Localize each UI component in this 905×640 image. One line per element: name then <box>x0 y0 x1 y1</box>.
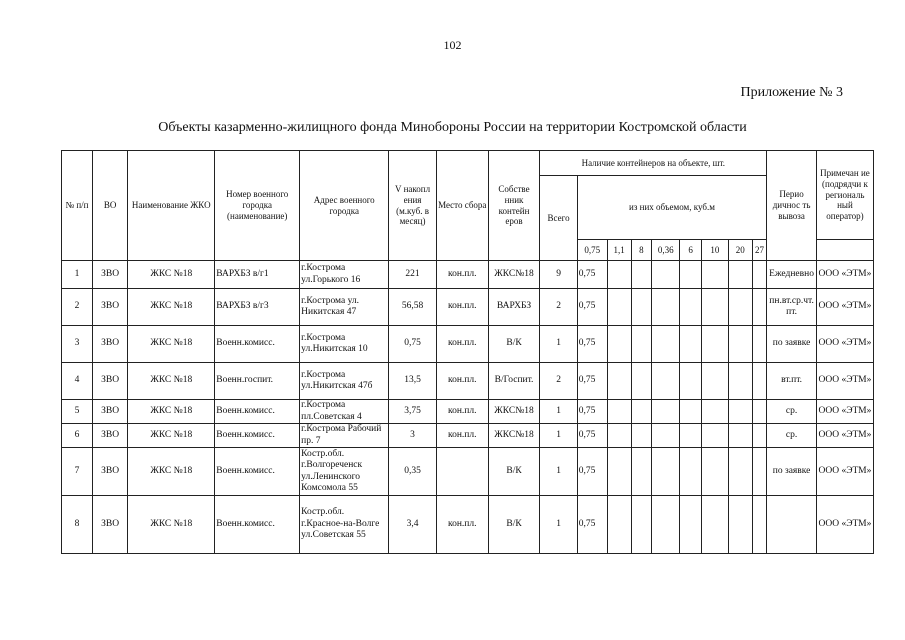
header-note-continued <box>816 240 873 261</box>
cell-place: кон.пл. <box>436 261 488 289</box>
cell-gorodok: ВАРХБЗ в/г1 <box>215 261 300 289</box>
cell-note: ООО «ЭТМ» <box>816 261 873 289</box>
cell-vol-empty <box>701 363 728 400</box>
cell-total: 1 <box>540 448 577 496</box>
cell-vo: ЗВО <box>93 496 128 554</box>
header-vol-6: 20 <box>728 240 752 261</box>
cell-vo: ЗВО <box>93 448 128 496</box>
cell-vol-empty <box>701 326 728 363</box>
cell-zhko: ЖКС №18 <box>128 400 215 424</box>
cell-vol-empty <box>607 289 631 326</box>
cell-num: 5 <box>62 400 93 424</box>
header-vol-5: 10 <box>701 240 728 261</box>
table-row <box>62 261 874 289</box>
cell-vol-empty <box>652 400 680 424</box>
cell-volume: 56,58 <box>389 289 437 326</box>
cell-vol-empty <box>701 400 728 424</box>
cell-vol-empty <box>752 363 767 400</box>
cell-vo: ЗВО <box>93 363 128 400</box>
header-period: Перио дичнос ть вывоза <box>767 151 817 261</box>
cell-note: ООО «ЭТМ» <box>816 289 873 326</box>
cell-vol-empty <box>631 261 652 289</box>
cell-vol-empty <box>701 496 728 554</box>
cell-period <box>767 496 817 554</box>
cell-volume: 221 <box>389 261 437 289</box>
cell-vol-empty <box>652 424 680 448</box>
cell-gorodok: Военн.комисс. <box>215 400 300 424</box>
cell-num: 8 <box>62 496 93 554</box>
cell-vol-empty <box>652 261 680 289</box>
cell-note: ООО «ЭТМ» <box>816 400 873 424</box>
cell-total: 9 <box>540 261 577 289</box>
cell-period: по заявке <box>767 448 817 496</box>
cell-vo: ЗВО <box>93 326 128 363</box>
cell-vol-empty <box>607 363 631 400</box>
cell-vol-empty <box>652 289 680 326</box>
header-total: Всего <box>540 176 577 261</box>
table-row <box>62 363 874 400</box>
header-vol-2: 8 <box>631 240 652 261</box>
cell-vol-empty <box>631 448 652 496</box>
cell-period: пн.вт.ср.чт.пт. <box>767 289 817 326</box>
cell-vol-empty <box>631 496 652 554</box>
cell-address: г.Кострома Рабочий пр. 7 <box>300 424 389 448</box>
cell-vol-empty <box>680 400 702 424</box>
cell-vol-empty <box>728 496 752 554</box>
cell-vo: ЗВО <box>93 261 128 289</box>
cell-num: 3 <box>62 326 93 363</box>
cell-place: кон.пл. <box>436 289 488 326</box>
cell-volume: 0,75 <box>389 326 437 363</box>
cell-period: по заявке <box>767 326 817 363</box>
header-volume: V накопл ения (м.куб. в месяц) <box>389 151 437 261</box>
cell-place <box>436 448 488 496</box>
cell-volume: 3 <box>389 424 437 448</box>
table-row <box>62 289 874 326</box>
cell-owner: ЖКС№18 <box>488 424 540 448</box>
cell-address: г.Кострома ул.Никитская 47б <box>300 363 389 400</box>
cell-place: кон.пл. <box>436 496 488 554</box>
appendix-label: Приложение № 3 <box>740 85 843 100</box>
cell-vol-empty <box>752 326 767 363</box>
cell-vol-empty <box>680 363 702 400</box>
objects-table <box>61 150 874 554</box>
header-owner: Собстве нник контейн еров <box>488 151 540 261</box>
page-number: 102 <box>443 38 462 52</box>
cell-num: 7 <box>62 448 93 496</box>
cell-vol-075: 0,75 <box>577 363 607 400</box>
cell-total: 1 <box>540 496 577 554</box>
cell-vol-empty <box>680 261 702 289</box>
header-vol-3: 0,36 <box>652 240 680 261</box>
cell-vol-empty <box>680 289 702 326</box>
cell-vol-empty <box>701 261 728 289</box>
header-place: Место сбора <box>436 151 488 261</box>
table-row <box>62 496 874 554</box>
cell-owner: ЖКС№18 <box>488 261 540 289</box>
header-zhko: Наименование ЖКО <box>128 151 215 261</box>
cell-vol-empty <box>752 289 767 326</box>
header-num: № п/п <box>62 151 93 261</box>
cell-vol-empty <box>607 261 631 289</box>
cell-zhko: ЖКС №18 <box>128 261 215 289</box>
cell-vol-empty <box>728 400 752 424</box>
cell-vol-empty <box>607 400 631 424</box>
cell-note: ООО «ЭТМ» <box>816 424 873 448</box>
cell-total: 2 <box>540 289 577 326</box>
cell-vol-empty <box>701 424 728 448</box>
cell-vol-empty <box>752 496 767 554</box>
cell-note: ООО «ЭТМ» <box>816 448 873 496</box>
cell-vol-empty <box>652 326 680 363</box>
cell-vol-empty <box>752 448 767 496</box>
cell-gorodok: Военн.комисс. <box>215 448 300 496</box>
cell-period: вт.пт. <box>767 363 817 400</box>
cell-vol-empty <box>680 496 702 554</box>
cell-total: 1 <box>540 326 577 363</box>
cell-vol-empty <box>631 326 652 363</box>
cell-vol-empty <box>752 261 767 289</box>
cell-note: ООО «ЭТМ» <box>816 326 873 363</box>
cell-total: 1 <box>540 424 577 448</box>
header-containers: Наличие контейнеров на объекте, шт. <box>540 151 767 176</box>
table-row <box>62 424 874 448</box>
cell-address: Костр.обл. г.Красное-на-Волге ул.Советская 55 <box>300 496 389 554</box>
cell-zhko: ЖКС №18 <box>128 424 215 448</box>
cell-owner: В/К <box>488 496 540 554</box>
header-note: Примечан ие (подрядчи к региональ ный оператор) <box>816 151 873 240</box>
header-gorodok: Номер военного городка (наименование) <box>215 151 300 261</box>
cell-address: г.Кострома пл.Советская 4 <box>300 400 389 424</box>
header-address: Адрес военного городка <box>300 151 389 261</box>
cell-gorodok: Военн.госпит. <box>215 363 300 400</box>
cell-vol-empty <box>680 424 702 448</box>
cell-period: ср. <box>767 400 817 424</box>
cell-vol-075: 0,75 <box>577 326 607 363</box>
cell-num: 6 <box>62 424 93 448</box>
cell-gorodok: ВАРХБЗ в/г3 <box>215 289 300 326</box>
cell-num: 2 <box>62 289 93 326</box>
header-vol-1: 1,1 <box>607 240 631 261</box>
header-vol-4: 6 <box>680 240 702 261</box>
cell-vol-empty <box>631 363 652 400</box>
cell-address: г.Кострома ул.Никитская 10 <box>300 326 389 363</box>
cell-note: ООО «ЭТМ» <box>816 363 873 400</box>
cell-vo: ЗВО <box>93 424 128 448</box>
cell-volume: 0,35 <box>389 448 437 496</box>
cell-place: кон.пл. <box>436 400 488 424</box>
cell-gorodok: Военн.комисс. <box>215 496 300 554</box>
cell-vol-empty <box>728 363 752 400</box>
cell-vol-empty <box>607 448 631 496</box>
cell-vol-empty <box>680 326 702 363</box>
cell-zhko: ЖКС №18 <box>128 363 215 400</box>
cell-period: ср. <box>767 424 817 448</box>
cell-vol-empty <box>728 424 752 448</box>
header-vol-7: 27 <box>752 240 767 261</box>
cell-vol-empty <box>752 400 767 424</box>
cell-vol-empty <box>752 424 767 448</box>
header-vo: ВО <box>93 151 128 261</box>
cell-vol-075: 0,75 <box>577 448 607 496</box>
document-title: Объекты казарменно-жилищного фонда Минобороны России на территории Костромской области <box>158 120 747 135</box>
cell-owner: В/К <box>488 448 540 496</box>
cell-volume: 3,4 <box>389 496 437 554</box>
cell-owner: ВАРХБЗ <box>488 289 540 326</box>
cell-vol-075: 0,75 <box>577 261 607 289</box>
cell-vol-empty <box>607 424 631 448</box>
cell-zhko: ЖКС №18 <box>128 289 215 326</box>
cell-address: г.Кострома ул.Горького 16 <box>300 261 389 289</box>
cell-owner: В/Госпит. <box>488 363 540 400</box>
cell-period: Ежедневно <box>767 261 817 289</box>
cell-owner: В/К <box>488 326 540 363</box>
cell-place: кон.пл. <box>436 363 488 400</box>
cell-place: кон.пл. <box>436 326 488 363</box>
cell-vol-empty <box>701 289 728 326</box>
cell-zhko: ЖКС №18 <box>128 448 215 496</box>
cell-vol-empty <box>652 496 680 554</box>
cell-address: Костр.обл. г.Волгореченск ул.Ленинского Комсомола 55 <box>300 448 389 496</box>
cell-vol-empty <box>631 400 652 424</box>
cell-address: г.Кострома ул. Никитская 47 <box>300 289 389 326</box>
cell-vol-075: 0,75 <box>577 400 607 424</box>
cell-zhko: ЖКС №18 <box>128 496 215 554</box>
cell-vol-empty <box>728 326 752 363</box>
cell-vol-075: 0,75 <box>577 496 607 554</box>
cell-zhko: ЖКС №18 <box>128 326 215 363</box>
cell-vol-empty <box>728 261 752 289</box>
cell-total: 1 <box>540 400 577 424</box>
cell-vol-empty <box>631 289 652 326</box>
cell-note: ООО «ЭТМ» <box>816 496 873 554</box>
cell-vol-empty <box>728 448 752 496</box>
table-row <box>62 448 874 496</box>
cell-owner: ЖКС№18 <box>488 400 540 424</box>
cell-vol-empty <box>652 448 680 496</box>
cell-vol-empty <box>607 326 631 363</box>
cell-num: 4 <box>62 363 93 400</box>
cell-vol-empty <box>680 448 702 496</box>
cell-vo: ЗВО <box>93 289 128 326</box>
table-row <box>62 326 874 363</box>
cell-place: кон.пл. <box>436 424 488 448</box>
cell-gorodok: Военн.комисс. <box>215 424 300 448</box>
cell-vol-075: 0,75 <box>577 424 607 448</box>
cell-total: 2 <box>540 363 577 400</box>
cell-num: 1 <box>62 261 93 289</box>
table-row <box>62 400 874 424</box>
cell-vol-075: 0,75 <box>577 289 607 326</box>
cell-vo: ЗВО <box>93 400 128 424</box>
cell-vol-empty <box>728 289 752 326</box>
cell-vol-empty <box>607 496 631 554</box>
cell-gorodok: Военн.комисс. <box>215 326 300 363</box>
header-vol-0: 0,75 <box>577 240 607 261</box>
cell-volume: 13,5 <box>389 363 437 400</box>
cell-volume: 3,75 <box>389 400 437 424</box>
header-by-volume: из них объемом, куб.м <box>577 176 767 240</box>
cell-vol-empty <box>652 363 680 400</box>
cell-vol-empty <box>701 448 728 496</box>
cell-vol-empty <box>631 424 652 448</box>
